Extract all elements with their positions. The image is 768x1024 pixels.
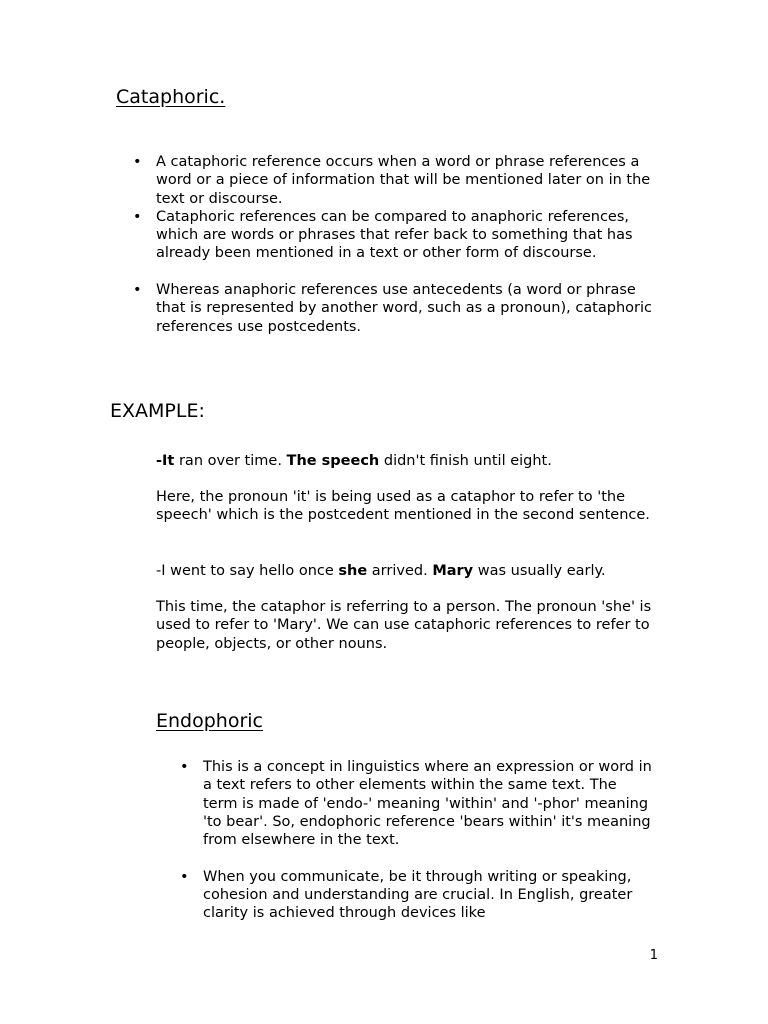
- bullet-icon: •: [133, 154, 142, 170]
- endophoric-bullet-list: [180, 758, 653, 923]
- list-item: [133, 153, 666, 208]
- bullet-icon: •: [133, 282, 142, 299]
- sentence-text: ran over time.: [174, 453, 287, 469]
- bullet-text: Whereas anaphoric references use antecedents (a word or phrase that is represented by another word, such as a pronoun), cataphoric references use postcedents.: [156, 282, 652, 335]
- bullet-text: When you communicate, be it through writing or speaking, cohesion and understanding are crucial. In English, greater clarity is achieved through devices like: [203, 868, 633, 922]
- example-explanation-2: This time, the cataphor is referring to a person. The pronoun 'she' is used to refer to 'Mary'. We can use cataphoric references to refer to people, objects, or other nouns.: [156, 599, 652, 652]
- bullet-text: This is a concept in linguistics where an expression or word in a text refers to other elements within the same text. The term is made of 'endo-' meaning 'within' and '-phor' meaning 'to bear'. So, endophoric reference 'bears within' it's meaning from elsewhere in the text.: [203, 759, 652, 849]
- heading-endophoric: Endophoric: [156, 710, 263, 732]
- bullet-text: Cataphoric references can be compared to anaphoric references, which are words or phrases that refer back to something that has already been mentioned in a text or other form of discourse.: [156, 208, 633, 262]
- cataphoric-bullet-list: [133, 153, 666, 336]
- bold-word: -It: [156, 453, 175, 469]
- example-sentence-2: [156, 562, 666, 580]
- example-sentence-1: [156, 452, 666, 470]
- example-explanation-1: Here, the pronoun 'it' is being used as a cataphor to refer to 'the speech' which is the postcedent mentioned in the second sentence.: [156, 489, 650, 524]
- list-item: [180, 868, 653, 923]
- sentence-text: was usually early.: [473, 563, 606, 579]
- list-item: [133, 281, 666, 336]
- bold-word: Mary: [432, 563, 474, 579]
- sentence-text: -I went to say hello once: [156, 563, 339, 579]
- bullet-text: A cataphoric reference occurs when a word or phrase references a word or a piece of information that will be mentioned later on in the text or discourse.: [156, 154, 651, 207]
- heading-example: EXAMPLE:: [110, 400, 205, 422]
- heading-cataphoric: Cataphoric.: [116, 86, 226, 108]
- page-number: 1: [649, 948, 658, 963]
- list-item: [180, 758, 653, 849]
- bold-word: she: [338, 563, 368, 579]
- bullet-icon: •: [180, 759, 189, 775]
- bullet-icon: •: [133, 208, 142, 225]
- sentence-text: didn't finish until eight.: [379, 453, 552, 469]
- sentence-text: arrived.: [367, 563, 433, 579]
- bullet-icon: •: [180, 868, 189, 885]
- list-item: [133, 208, 666, 263]
- bold-word: The speech: [286, 453, 380, 469]
